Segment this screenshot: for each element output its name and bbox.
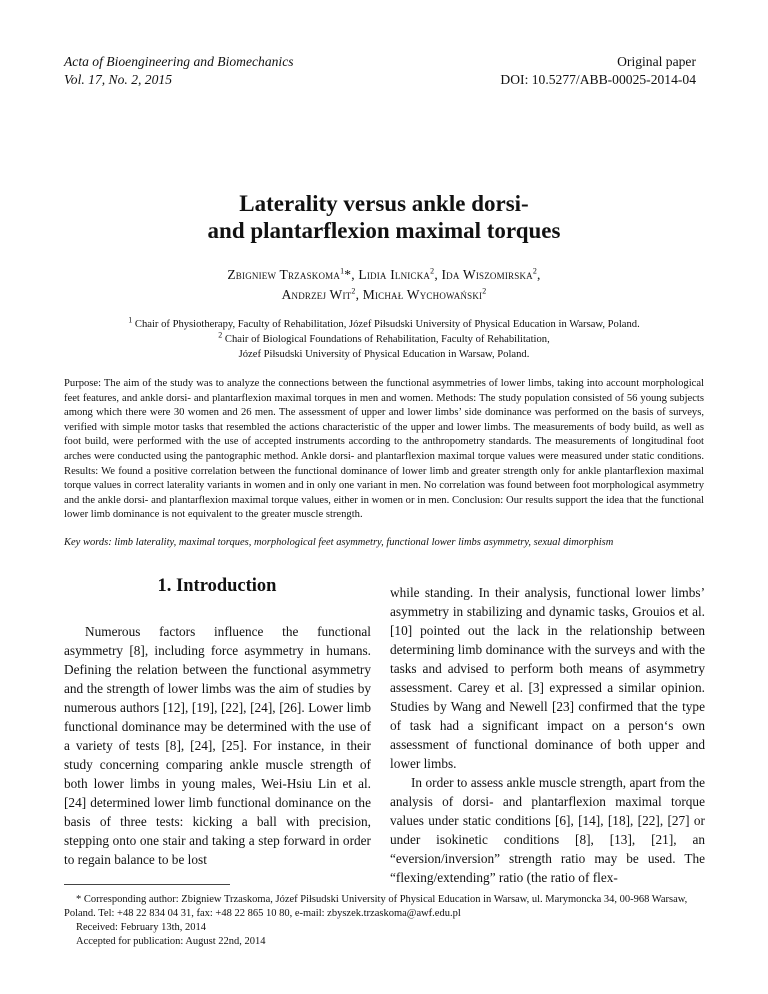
paper-type: Original paper xyxy=(617,54,696,69)
section-heading: 1. Introduction xyxy=(157,576,277,596)
affiliation-2-cont: Józef Piłsudski University of Physical Education in Warsaw, Poland. xyxy=(238,349,530,360)
paragraph: while standing. In their analysis, functional lower limbs’ asymmetry in stabilizing and dynamic tasks, Grouios et al. [10] pointed out the lack in the relationship between determining limb dominance with the surveys and with the tasks and advised to perform both means of asymmetry assessment. Carey et al. [3] expressed a similar opinion. Studies by Wang and Newell [23] confirmed that the type of task had a significant impact on a person‘s own assessment of functional dominance of both upper and lower limbs. xyxy=(390,585,705,771)
author-1: Zbigniew Trzaskoma xyxy=(227,267,341,282)
paragraph: In order to assess ankle muscle strength, apart from the analysis of dorsi- and plantarflexion maximal torque values under static conditions [6], [14], [18], [22], [27] or under isokinetic conditions [8], [13], [21], an “eversion/inversion” strength ratio may be used. The “flexing/extending” ratio (the ratio of flex- xyxy=(390,775,705,885)
affiliation-2-number: 2 xyxy=(218,330,223,340)
affiliation-2: $^2$ Chair of Biological Foundations of Rehabilitation, Faculty of Rehabilitation, xyxy=(218,330,550,345)
body-column-right xyxy=(390,583,705,887)
affiliation-1-number: 1 xyxy=(128,315,133,325)
author-5: Michał Wychowański xyxy=(362,287,483,302)
paper-title xyxy=(0,190,768,244)
author-1-affil: 1 xyxy=(340,266,345,276)
footnote-divider xyxy=(64,884,230,885)
keywords: Key words: limb laterality, maximal torques, morphological feet asymmetry, functional lower limbs asymmetry, sexual dimorphism xyxy=(64,537,614,548)
paper-meta xyxy=(500,53,696,89)
author-3-affil: 2 xyxy=(532,266,538,276)
corresponding-author-note: * Corresponding author: Zbigniew Trzaskoma, Józef Piłsudski University of Physical Education in Warsaw, ul. Marymoncka 34, 00-968 Warsaw, Poland. Tel: +48 22 834 04 31, fax: +48 22 865 10 80, e-mail: zbyszek.trzaskoma@awf.edu.pl xyxy=(64,894,688,919)
journal-volume: Vol. 17, No. 2, 2015 xyxy=(64,72,172,87)
author-4: Andrzej Wit xyxy=(281,287,352,302)
body-column-left xyxy=(64,622,371,869)
accepted-date: Accepted for publication: August 22nd, 2014 xyxy=(76,936,266,947)
authors-line-2: Andrzej Wit$^2$, Michał Wychowański$^2$ xyxy=(281,286,487,302)
authors-line-1: Zbigniew Trzaskoma$^1$*, Lidia Ilnicka$^2$, Ida Wiszomirska$^2$, xyxy=(227,266,541,282)
journal-header xyxy=(64,53,294,89)
author-1-corresponding-mark: * xyxy=(344,267,352,282)
keywords-text: limb laterality, maximal torques, morphological feet asymmetry, functional lower limbs asymmetry, sexual dimorphism xyxy=(114,537,614,548)
author-3: Ida Wiszomirska xyxy=(441,267,533,282)
paper-doi: DOI: 10.5277/ABB-00025-2014-04 xyxy=(500,72,696,87)
affiliations xyxy=(0,317,768,362)
footnote xyxy=(64,893,704,949)
title-line-1: Laterality versus ankle dorsi- xyxy=(239,191,529,216)
journal-name: Acta of Bioengineering and Biomechanics xyxy=(64,54,294,69)
author-4-affil: 2 xyxy=(351,286,356,296)
affiliation-1: $^1$ Chair of Physiotherapy, Faculty of Rehabilitation, Józef Piłsudski University of Physical Education in Warsaw, Poland. xyxy=(128,315,640,330)
author-5-affil: 2 xyxy=(482,286,487,296)
paragraph: Numerous factors influence the functional asymmetry [8], including force asymmetry in humans. Defining the relation between the functional asymmetry and the strength of lower limbs was the aim of studies by numerous authors [12], [19], [22], [24], [26]. Lower limb functional dominance may be determined with the use of a variety of tests [8], [24], [25]. For instance, in their study concerning comparing ankle muscle strength of both lower limbs in young males, Wei-Hsiu Lin et al. [24] determined lower limb functional dominance on the basis of three tests: kicking a ball with precision, stepping onto one stair and taking a step forward in order to regain balance to be lost xyxy=(64,624,371,867)
title-line-2: and plantarflexion maximal torques xyxy=(207,218,561,243)
abstract: Purpose: The aim of the study was to analyze the connections between the functional asymmetries of lower limbs, taking into account morphological feet features, and ankle dorsi- and plantarflexion maximal torques in men and women. Methods: The study population consisted of 56 young subjects among which there were 30 women and 26 men. The assessment of upper and lower limbs’ side dominance was performed on the basis of surveys, verified with simple motor tasks that resembled the actions characteristic of the upper and lower limbs. The measurements of body build, as well as foot build, were performed with the use of accepted instruments according to the anthropometry standards. The measurements of longitudinal foot arches were conducted using the pantographic method. Ankle dorsi- and plantarflexion maximal torque values were measured under static conditions. Results: We found a positive correlation between the functional dominance of lower limb and greater strength only for ankle plantarflexion maximal torque values in correct laterality variants in women and in only one variant in men. No correlation was found between foot morphological asymmetry and the ankle dorsi- and plantarflexion maximal torque values, either in women or in men. Conclusion: Our results support the idea that the functional lower limb dominance is not equivalent to the greater muscle strength. xyxy=(64,378,704,521)
keywords-label: Key words xyxy=(64,537,109,548)
author-list xyxy=(0,265,768,305)
author-2-affil: 2 xyxy=(430,266,435,276)
author-2: Lidia Ilnicka xyxy=(358,267,431,282)
received-date: Received: February 13th, 2014 xyxy=(76,922,207,933)
